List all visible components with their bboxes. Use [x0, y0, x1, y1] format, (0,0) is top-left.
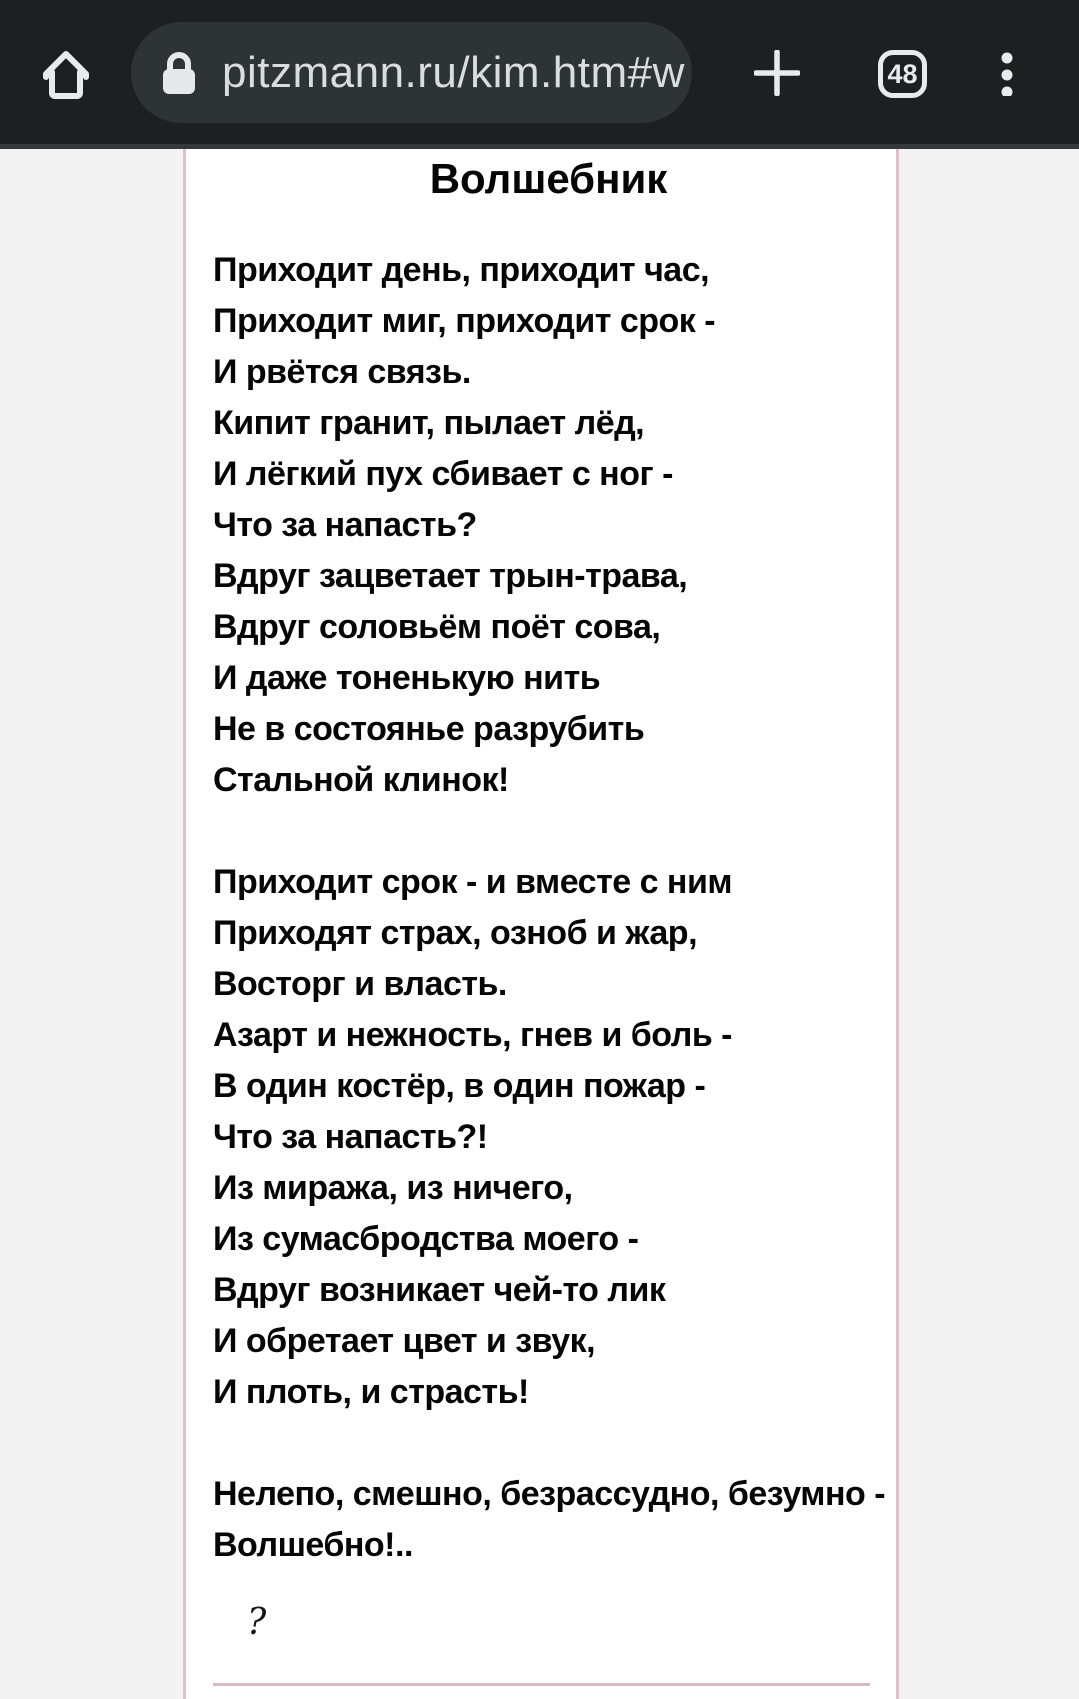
tab-count: 48: [887, 58, 918, 89]
poem-line: И даже тоненькую нить: [213, 659, 601, 697]
poem-line: Приходит миг, приходит срок -: [213, 302, 716, 340]
browser-toolbar: [0, 0, 1079, 149]
home-button[interactable]: [38, 46, 94, 100]
poem-line: Не в состоянье разрубить: [213, 710, 645, 748]
menu-button[interactable]: [1001, 52, 1013, 96]
poem-text: [213, 245, 884, 1571]
poem-line: Приходят страх, озноб и жар,: [213, 914, 698, 952]
poem-line: Кипит гранит, пылает лёд,: [213, 404, 645, 442]
page-viewport: [0, 149, 1079, 1699]
poem-line: Из миража, из ничего,: [213, 1169, 573, 1207]
poem-line: Вдруг зацветает трын-трава,: [213, 557, 688, 595]
stanza-1: [213, 245, 884, 806]
poem-line: Что за напасть?!: [213, 1118, 488, 1156]
stanza-3: [213, 1469, 884, 1571]
divider-rule: [213, 1683, 870, 1686]
url-bar[interactable]: [131, 22, 692, 123]
new-tab-button[interactable]: [754, 50, 800, 96]
poem-line: Приходит день, приходит час,: [213, 251, 710, 289]
home-icon: [38, 46, 94, 100]
poem-line: Вдруг возникает чей-то лик: [213, 1271, 666, 1309]
poem-line: В один костёр, в один пожар -: [213, 1067, 706, 1105]
stanza-2: [213, 857, 884, 1418]
plus-icon: [754, 50, 800, 96]
kebab-menu-icon: [1001, 52, 1013, 96]
poem-line: Восторг и власть.: [213, 965, 507, 1003]
url-text: pitzmann.ru/kim.htm#w: [222, 47, 685, 97]
poem-line: Стальной клинок!: [213, 761, 509, 799]
poem-line: И обретает цвет и звук,: [213, 1322, 596, 1360]
poem-line: Азарт и нежность, гнев и боль -: [213, 1016, 732, 1054]
lock-icon: [162, 51, 196, 95]
poem-line: Вдруг соловьём поёт сова,: [213, 608, 661, 646]
content-column: [183, 149, 899, 1699]
footnote-question-link[interactable]: ?: [247, 1602, 267, 1643]
poem-line: Приходит срок - и вместе с ним: [213, 863, 733, 901]
poem-line: Нелепо, смешно, безрассудно, безумно -: [213, 1475, 886, 1513]
poem-line: Что за напасть?: [213, 506, 477, 544]
poem-line: И рвётся связь.: [213, 353, 471, 391]
tab-switcher-button[interactable]: [878, 50, 927, 98]
poem-line: И лёгкий пух сбивает с ног -: [213, 455, 673, 493]
poem-line: Из сумасбродства моего -: [213, 1220, 639, 1258]
poem-line: И плоть, и страсть!: [213, 1373, 529, 1411]
poem-line: Волшебно!..: [213, 1526, 413, 1564]
poem-title: Волшебник: [429, 155, 668, 202]
